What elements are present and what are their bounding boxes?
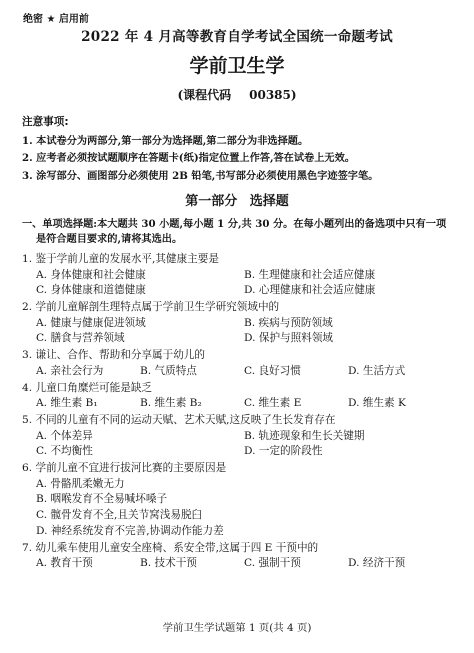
question-1 xyxy=(22,253,452,297)
option-a: A. 维生素 B₁ xyxy=(36,397,98,410)
question-stem: 4. 儿童口角糜烂可能是缺乏 xyxy=(22,381,153,394)
option-b: B. 维生素 B₂ xyxy=(140,397,202,410)
question-2 xyxy=(22,301,452,345)
exam-title: 2022 年 4 月高等教育自学考试全国统一命题考试 xyxy=(81,29,393,45)
option-a: A. 亲社会行为 xyxy=(36,364,104,377)
section-instructions xyxy=(22,217,452,247)
option-b: B. 轨迹现象和生长关键期 xyxy=(244,429,365,442)
option-a: A. 教育干预 xyxy=(36,557,93,570)
option-a: A. 骨骼肌柔嫩无力 xyxy=(36,477,125,490)
course-code-label: (课程代码 xyxy=(177,87,232,102)
course-code: 00385) xyxy=(249,87,297,102)
course-title: 学前卫生学 xyxy=(189,55,285,78)
notice-title: 注意事项: xyxy=(22,116,69,129)
question-6 xyxy=(22,462,452,538)
option-b: B. 气质特点 xyxy=(140,364,197,377)
option-c: C. 强制干预 xyxy=(244,557,301,570)
option-a: A. 身体健康和社会健康 xyxy=(36,268,146,281)
option-c: C. 良好习惯 xyxy=(244,364,301,377)
option-b: B. 咽喉发育不全易喊坏嗓子 xyxy=(36,493,168,506)
option-a: A. 健康与健康促进领域 xyxy=(36,316,146,329)
notice-item: 3. 涂写部分、画图部分必须使用 2B 铅笔,书写部分必须使用黑色字迹签字笔。 xyxy=(22,169,379,182)
part-title: 第一部分 选择题 xyxy=(185,193,289,209)
option-c: C. 不均衡性 xyxy=(36,445,93,458)
question-stem: 5. 不同的儿童有不同的运动天赋、艺术天赋,这反映了生长发育存在 xyxy=(22,413,336,426)
option-c: C. 膳食与营养领域 xyxy=(36,332,125,345)
question-4 xyxy=(22,382,452,410)
section-instructions-line2: 是符合题目要求的,请将其选出。 xyxy=(36,233,183,246)
course-code-line xyxy=(22,88,452,102)
secret-label: 绝密 ★ 启用前 xyxy=(23,14,89,25)
option-d: D. 生活方式 xyxy=(348,364,406,377)
question-stem: 6. 学前儿童不宜进行拔河比赛的主要原因是 xyxy=(22,462,227,475)
option-d: D. 神经系统发育不完善,协调动作能力差 xyxy=(36,524,224,537)
question-7 xyxy=(22,542,452,570)
option-d: D. 心理健康和社会适应健康 xyxy=(244,284,376,297)
option-c: C. 维生素 E xyxy=(244,397,302,410)
question-3 xyxy=(22,349,452,377)
page-footer: 学前卫生学试题第 1 页(共 4 页) xyxy=(162,622,312,634)
notice-item: 2. 应考者必须按试题顺序在答题卡(纸)指定位置上作答,答在试卷上无效。 xyxy=(22,152,355,165)
option-d: D. 一定的阶段性 xyxy=(244,445,323,458)
option-c: C. 身体健康和道德健康 xyxy=(36,284,146,297)
option-d: D. 经济干预 xyxy=(348,557,406,570)
option-b: B. 疾病与预防领域 xyxy=(244,316,333,329)
question-5 xyxy=(22,414,452,458)
question-stem: 2. 学前儿童解剖生理特点属于学前卫生学研究领域中的 xyxy=(22,301,280,314)
question-stem: 3. 谦让、合作、帮助和分享属于幼儿的 xyxy=(22,349,205,362)
option-a: A. 个体差异 xyxy=(36,429,93,442)
option-d: D. 维生素 K xyxy=(348,397,406,410)
section-instructions-line1: 一、单项选择题:本大题共 30 小题,每小题 1 分,共 30 分。在每小题列出的备选项中只有一项 xyxy=(22,218,447,231)
option-c: C. 髋骨发育不全,且关节窝浅易脱臼 xyxy=(36,509,203,522)
question-stem: 1. 鉴于学前儿童的发展水平,其健康主要是 xyxy=(22,252,219,265)
question-stem: 7. 幼儿乘车使用儿童安全座椅、系安全带,这属于四 E 干预中的 xyxy=(22,541,319,554)
option-b: B. 生理健康和社会适应健康 xyxy=(244,268,376,281)
notice-item: 1. 本试卷分为两部分,第一部分为选择题,第二部分为非选择题。 xyxy=(22,135,309,148)
option-b: B. 技术干预 xyxy=(140,557,197,570)
option-d: D. 保护与照料领域 xyxy=(244,332,334,345)
